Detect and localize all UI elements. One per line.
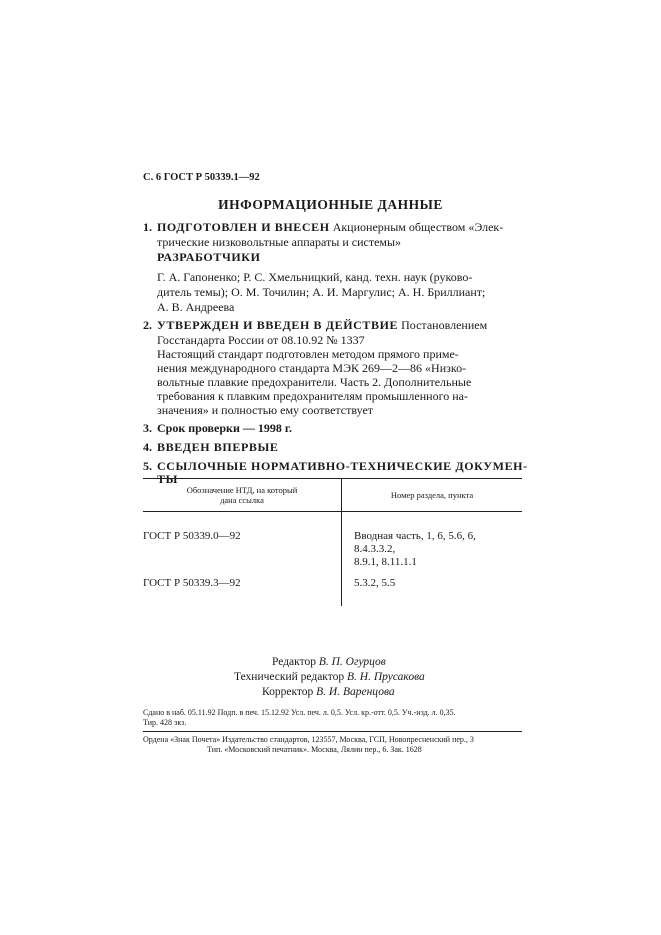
item-4-number: 4. bbox=[143, 440, 152, 454]
credit-editor-label: Редактор bbox=[272, 656, 319, 668]
item-5-line-2: ТЫ bbox=[157, 472, 178, 486]
credit-corrector bbox=[262, 686, 395, 698]
item-2-caps: УТВЕРЖДЕН И ВВЕДЕН В ДЕЙСТВИЕ bbox=[157, 318, 399, 332]
imprint-divider bbox=[143, 731, 522, 732]
credit-corrector-name: В. И. Варенцова bbox=[316, 686, 395, 698]
item-2-line-5: вольтные плавкие предохранители. Часть 2. Дополнительные bbox=[157, 375, 472, 389]
item-5-caps: ССЫЛОЧНЫЕ НОРМАТИВНО-ТЕХНИЧЕСКИЕ ДОКУМЕН- bbox=[157, 459, 528, 473]
table-cell-doc: ГОСТ Р 50339.3—92 bbox=[143, 573, 342, 606]
item-2-line-6: требования к плавким предохранителям промышленного на- bbox=[157, 389, 468, 403]
item-2-line-2: Госстандарта России от 08.10.92 № 1337 bbox=[157, 333, 365, 347]
item-5-line-1 bbox=[143, 459, 528, 474]
item-2-line-1 bbox=[143, 318, 487, 333]
credit-editor-name: В. П. Огурцов bbox=[318, 656, 386, 668]
item-2-number: 2. bbox=[143, 318, 152, 332]
imprint-line-4: Тип. «Московский печатник». Москва, Лялин пер., 6. Зак. 1628 bbox=[207, 745, 422, 754]
table-cell-doc: ГОСТ Р 50339.0—92 bbox=[143, 512, 342, 574]
table-cell-section bbox=[342, 512, 523, 574]
credit-corrector-label: Корректор bbox=[262, 686, 317, 698]
document-title: ИНФОРМАЦИОННЫЕ ДАННЫЕ bbox=[218, 197, 443, 212]
table-cell-section: 5.3.2, 5.5 bbox=[354, 577, 396, 589]
item-2-line-7: значения» и полностью ему соответствует bbox=[157, 403, 374, 417]
table-row bbox=[143, 573, 522, 606]
item-2-line-3: Настоящий стандарт подготовлен методом прямого приме- bbox=[157, 347, 459, 361]
item-3 bbox=[143, 421, 292, 436]
table-header-doc-line-1: Обозначение НТД, на который bbox=[186, 485, 298, 495]
table-row bbox=[143, 512, 522, 574]
item-1-line-2: трические низковольтные аппараты и системы» bbox=[157, 235, 402, 249]
item-3-text: Срок проверки — 1998 г. bbox=[157, 421, 292, 435]
developers-line-3: А. В. Андреева bbox=[157, 300, 235, 314]
item-5-number: 5. bbox=[143, 459, 152, 473]
reference-table bbox=[143, 478, 522, 606]
credit-tech-editor-name: В. Н. Прусакова bbox=[347, 671, 425, 683]
item-1-number: 1. bbox=[143, 220, 152, 234]
credit-tech-editor-label: Технический редактор bbox=[234, 671, 347, 683]
item-4 bbox=[143, 440, 278, 455]
developers-line-1: Г. А. Гапоненко; Р. С. Хмельницкий, канд. техн. наук (руково- bbox=[157, 270, 473, 284]
table-cell-section-line-2: 8.9.1, 8.11.1.1 bbox=[354, 556, 417, 568]
developers-line-2: дитель темы); О. М. Точилин; А. И. Маргулис; А. Н. Бриллиант; bbox=[157, 285, 486, 299]
item-2-line-4: нения международного стандарта МЭК 269—2—86 «Низко- bbox=[157, 361, 467, 375]
item-1-text: Акционерным обществом «Элек- bbox=[329, 220, 504, 234]
credit-editor bbox=[272, 656, 386, 668]
developers-heading: РАЗРАБОТЧИКИ bbox=[157, 250, 261, 264]
table-header-doc-line-2: дана ссылка bbox=[220, 495, 264, 505]
credit-tech-editor bbox=[234, 671, 425, 683]
page-header: С. 6 ГОСТ Р 50339.1—92 bbox=[143, 172, 260, 183]
table-cell-section-line-1: Вводная часть, 1, 6, 5.6, 6, 8.4.3.3.2, bbox=[354, 530, 476, 555]
table-header-section: Номер раздела, пункта bbox=[342, 479, 523, 512]
item-3-number: 3. bbox=[143, 421, 152, 435]
item-1-caps: ПОДГОТОВЛЕН И ВНЕСЕН bbox=[157, 220, 330, 234]
item-2-text: Постановлением bbox=[398, 318, 488, 332]
item-4-caps: ВВЕДЕН ВПЕРВЫЕ bbox=[157, 440, 279, 454]
item-1-line-1 bbox=[143, 220, 503, 235]
imprint-line-1: Сдано в наб. 05.11.92 Подп. в печ. 15.12.92 Усл. печ. л. 0,5. Усл. кр.-отт. 0,5. Уч.-изд. л. 0,35. bbox=[143, 708, 456, 717]
table-header-doc bbox=[143, 479, 342, 512]
imprint-line-3: Ордена «Знак Почета» Издательство стандартов, 123557, Москва, ГСП, Новопресненский пер., 3 bbox=[143, 735, 474, 744]
table-header-row bbox=[143, 479, 522, 512]
imprint-line-2: Тир. 428 экз. bbox=[143, 718, 187, 727]
